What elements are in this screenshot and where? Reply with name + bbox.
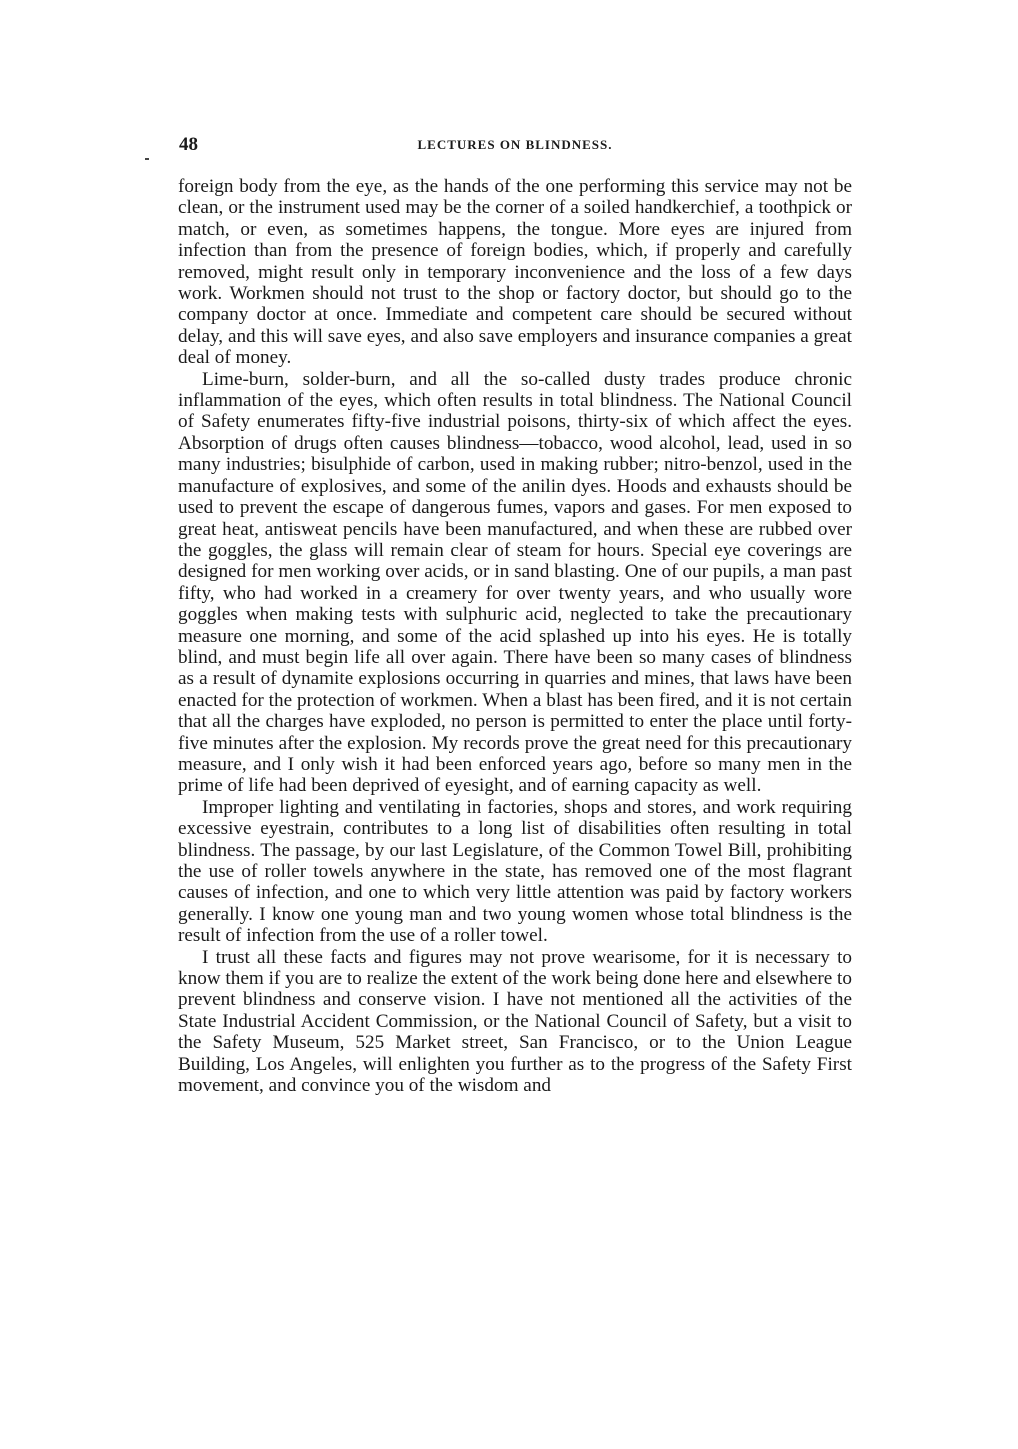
paragraph: I trust all these facts and figures may not prove wearisome, for it is necessary to know them if you are to realize the extent of the work being done here and elsewhere to prevent blindness and conserve vision. I have not mentioned all the activities of the State Industrial Accident Commission, or the National Council of Safety, but a visit to the Safety Museum, 525 Market street, San Francisco, or to the Union League Building, Los Angeles, will enlighten you further as to the progress of the Safety First movement, and convince you of the wisdom and	[178, 946, 852, 1097]
stray-mark	[145, 158, 149, 160]
paragraph: Improper lighting and ventilating in factories, shops and stores, and work requiring excessive eyestrain, contributes to a long list of disabilities often resulting in total blindness. The passage, by our last Legislature, of the Common Towel Bill, prohibiting the use of roller towels anywhere in the state, has removed one of the most flagrant causes of infection, and one to which very little attention was paid by factory workers generally. I know one young man and two young women whose total blindness is the result of infection from the use of a roller towel.	[178, 796, 852, 947]
page-header	[179, 134, 851, 158]
paragraph: Lime-burn, solder-burn, and all the so-called dusty trades produce chronic inflammation of the eyes, which often results in total blindness. The National Council of Safety enumerates fifty-five industrial poisons, thirty-six of which affect the eyes. Absorption of drugs often causes blindness—tobacco, wood alcohol, lead, used in so many industries; bisulphide of carbon, used in making rubber; nitro-benzol, used in the manufacture of explosives, and some of the anilin dyes. Hoods and exhausts should be used to prevent the escape of dangerous fumes, vapors and gases. For men exposed to great heat, antisweat pencils have been manufactured, and when these are rubbed over the goggles, the glass will remain clear of steam for hours. Special eye coverings are designed for men working over acids, or in sand blasting. One of our pupils, a man past fifty, who had worked in a creamery for over twenty years, and who usually wore goggles when making tests with sulphuric acid, neglected to take the precautionary measure one morning, and some of the acid splashed up into his eyes. He is totally blind, and must begin life all over again. There have been so many cases of blindness as a result of dynamite explosions occurring in quarries and mines, that laws have been enacted for the protection of workmen. When a blast has been fired, and it is not certain that all the charges have exploded, no person is permitted to enter the place until forty-five minutes after the explosion. My records prove the great need for this precautionary measure, and I only wish it had been enforced years ago, before so many men in the prime of life had been deprived of eyesight, and of earning capacity as well.	[178, 368, 852, 797]
paragraph-continued: foreign body from the eye, as the hands of the one performing this service may not be clean, or the instrument used may be the corner of a soiled handkerchief, a toothpick or match, or even, as sometimes happens, the tongue. More eyes are injured from infection than from the presence of foreign bodies, which, if properly and carefully removed, might result only in temporary inconvenience and the loss of a few days work. Workmen should not trust to the shop or factory doctor, but should go to the company doctor at once. Immediate and competent care should be secured without delay, and this will save eyes, and also save employers and insurance companies a great deal of money.	[178, 176, 852, 369]
page-number: 48	[179, 134, 198, 155]
body-text	[178, 176, 852, 1096]
running-head: LECTURES ON BLINDNESS.	[417, 137, 613, 152]
